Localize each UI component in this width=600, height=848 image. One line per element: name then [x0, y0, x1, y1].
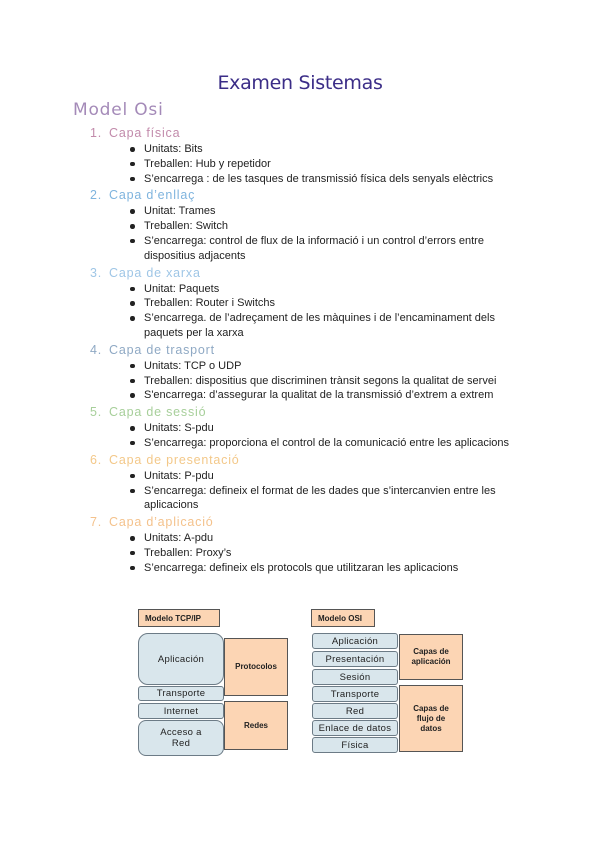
list-item: S’encarrega: defineix els protocols que utilitzaran les aplicacions: [90, 561, 530, 576]
document-title: Examen Sistemas: [217, 72, 383, 94]
layer-number: 2.: [90, 188, 103, 203]
osi-layer-section: [90, 451, 530, 513]
tcpip-layer-network-access: Acceso a Red: [138, 720, 224, 756]
layer-number: 5.: [90, 405, 103, 420]
layer-heading: [90, 186, 530, 204]
osi-layer-physical: Física: [312, 737, 398, 753]
layer-heading: [90, 124, 530, 142]
tcpip-group-networks: Redes: [224, 701, 288, 750]
tcpip-layer-transport: Transporte: [138, 686, 224, 701]
list-item: Unitats: Bits: [90, 142, 530, 157]
layer-bullet-list: [90, 282, 530, 341]
layer-name: Capa d’aplicació: [109, 515, 214, 530]
list-item: S’encarrega: proporciona el control de la comunicació entre les aplicacions: [90, 436, 530, 451]
osi-layer-section: [90, 513, 530, 575]
osi-header: Modelo OSI: [311, 609, 375, 627]
layer-name: Capa de presentació: [109, 452, 240, 467]
layer-bullet-list: [90, 142, 530, 186]
tcpip-layer-internet: Internet: [138, 703, 224, 719]
layer-name: Capa de sessió: [109, 405, 207, 420]
osi-group-application-layers: Capas de aplicación: [399, 634, 463, 680]
list-item: Treballen: Switch: [90, 219, 530, 234]
layer-name: Capa física: [109, 126, 181, 140]
osi-layer-presentation: Presentación: [312, 651, 398, 667]
osi-layer-section: [90, 186, 530, 263]
list-item: Treballen: Hub y repetidor: [90, 157, 530, 172]
list-item: Treballen: Proxy’s: [90, 546, 530, 561]
osi-layer-transport: Transporte: [312, 686, 398, 702]
list-item: S’encarrega: defineix el format de les dades que s’intercanvien entre les aplicacions: [90, 484, 530, 514]
osi-layer-section: [90, 264, 530, 341]
list-item: Unitats: A-pdu: [90, 531, 530, 546]
osi-layer-data-link: Enlace de datos: [312, 720, 398, 736]
list-item: S’encarrega: control de flux de la informació i un control d’errors entre dispositius adjacents: [90, 234, 530, 264]
layer-bullet-list: [90, 531, 530, 575]
osi-layer-section: [90, 341, 530, 403]
layer-number: 3.: [90, 265, 103, 280]
list-item: Unitats: P-pdu: [90, 469, 530, 484]
osi-layer-session: Sesión: [312, 669, 398, 685]
layer-number: 6.: [90, 452, 103, 467]
osi-layer-application: Aplicación: [312, 633, 398, 649]
layer-heading: [90, 341, 530, 359]
section-heading: Model Osi: [73, 100, 164, 120]
tcpip-layer-application: Aplicación: [138, 633, 224, 685]
list-item: Treballen: dispositius que discriminen trànsit segons la qualitat de servei: [90, 374, 530, 389]
list-item: S'encarrega: d’assegurar la qualitat de la transmissió d’extrem a extrem: [90, 388, 530, 403]
list-item: S’encarrega. de l’adreçament de les màquines i de l’encaminament dels paquets per la xarxa: [90, 311, 530, 341]
osi-layer-network: Red: [312, 703, 398, 719]
layer-heading: [90, 264, 530, 282]
osi-layer-section: [90, 124, 530, 186]
layer-heading: [90, 403, 530, 421]
list-item: Unitats: S-pdu: [90, 421, 530, 436]
tcpip-group-protocols: Protocolos: [224, 638, 288, 696]
list-item: Unitat: Paquets: [90, 282, 530, 297]
tcpip-header: Modelo TCP/IP: [138, 609, 220, 627]
layer-heading: [90, 513, 530, 531]
layer-heading: [90, 451, 530, 469]
osi-layer-list: [90, 124, 530, 576]
layer-bullet-list: [90, 204, 530, 263]
layer-number: 1.: [90, 126, 103, 140]
list-item: Unitats: TCP o UDP: [90, 359, 530, 374]
layer-name: Capa d’enllaç: [109, 188, 196, 203]
list-item: Treballen: Router i Switchs: [90, 296, 530, 311]
layer-name: Capa de trasport: [109, 342, 215, 357]
osi-group-data-flow-layers: Capas de flujo de datos: [399, 685, 463, 752]
layer-number: 4.: [90, 342, 103, 357]
layer-number: 7.: [90, 515, 103, 530]
layer-bullet-list: [90, 421, 530, 451]
list-item: S’encarrega : de les tasques de transmissió física dels senyals elèctrics: [90, 172, 530, 187]
layer-bullet-list: [90, 359, 530, 403]
list-item: Unitat: Trames: [90, 204, 530, 219]
layer-bullet-list: [90, 469, 530, 513]
osi-layer-section: [90, 403, 530, 451]
layer-name: Capa de xarxa: [109, 265, 201, 280]
